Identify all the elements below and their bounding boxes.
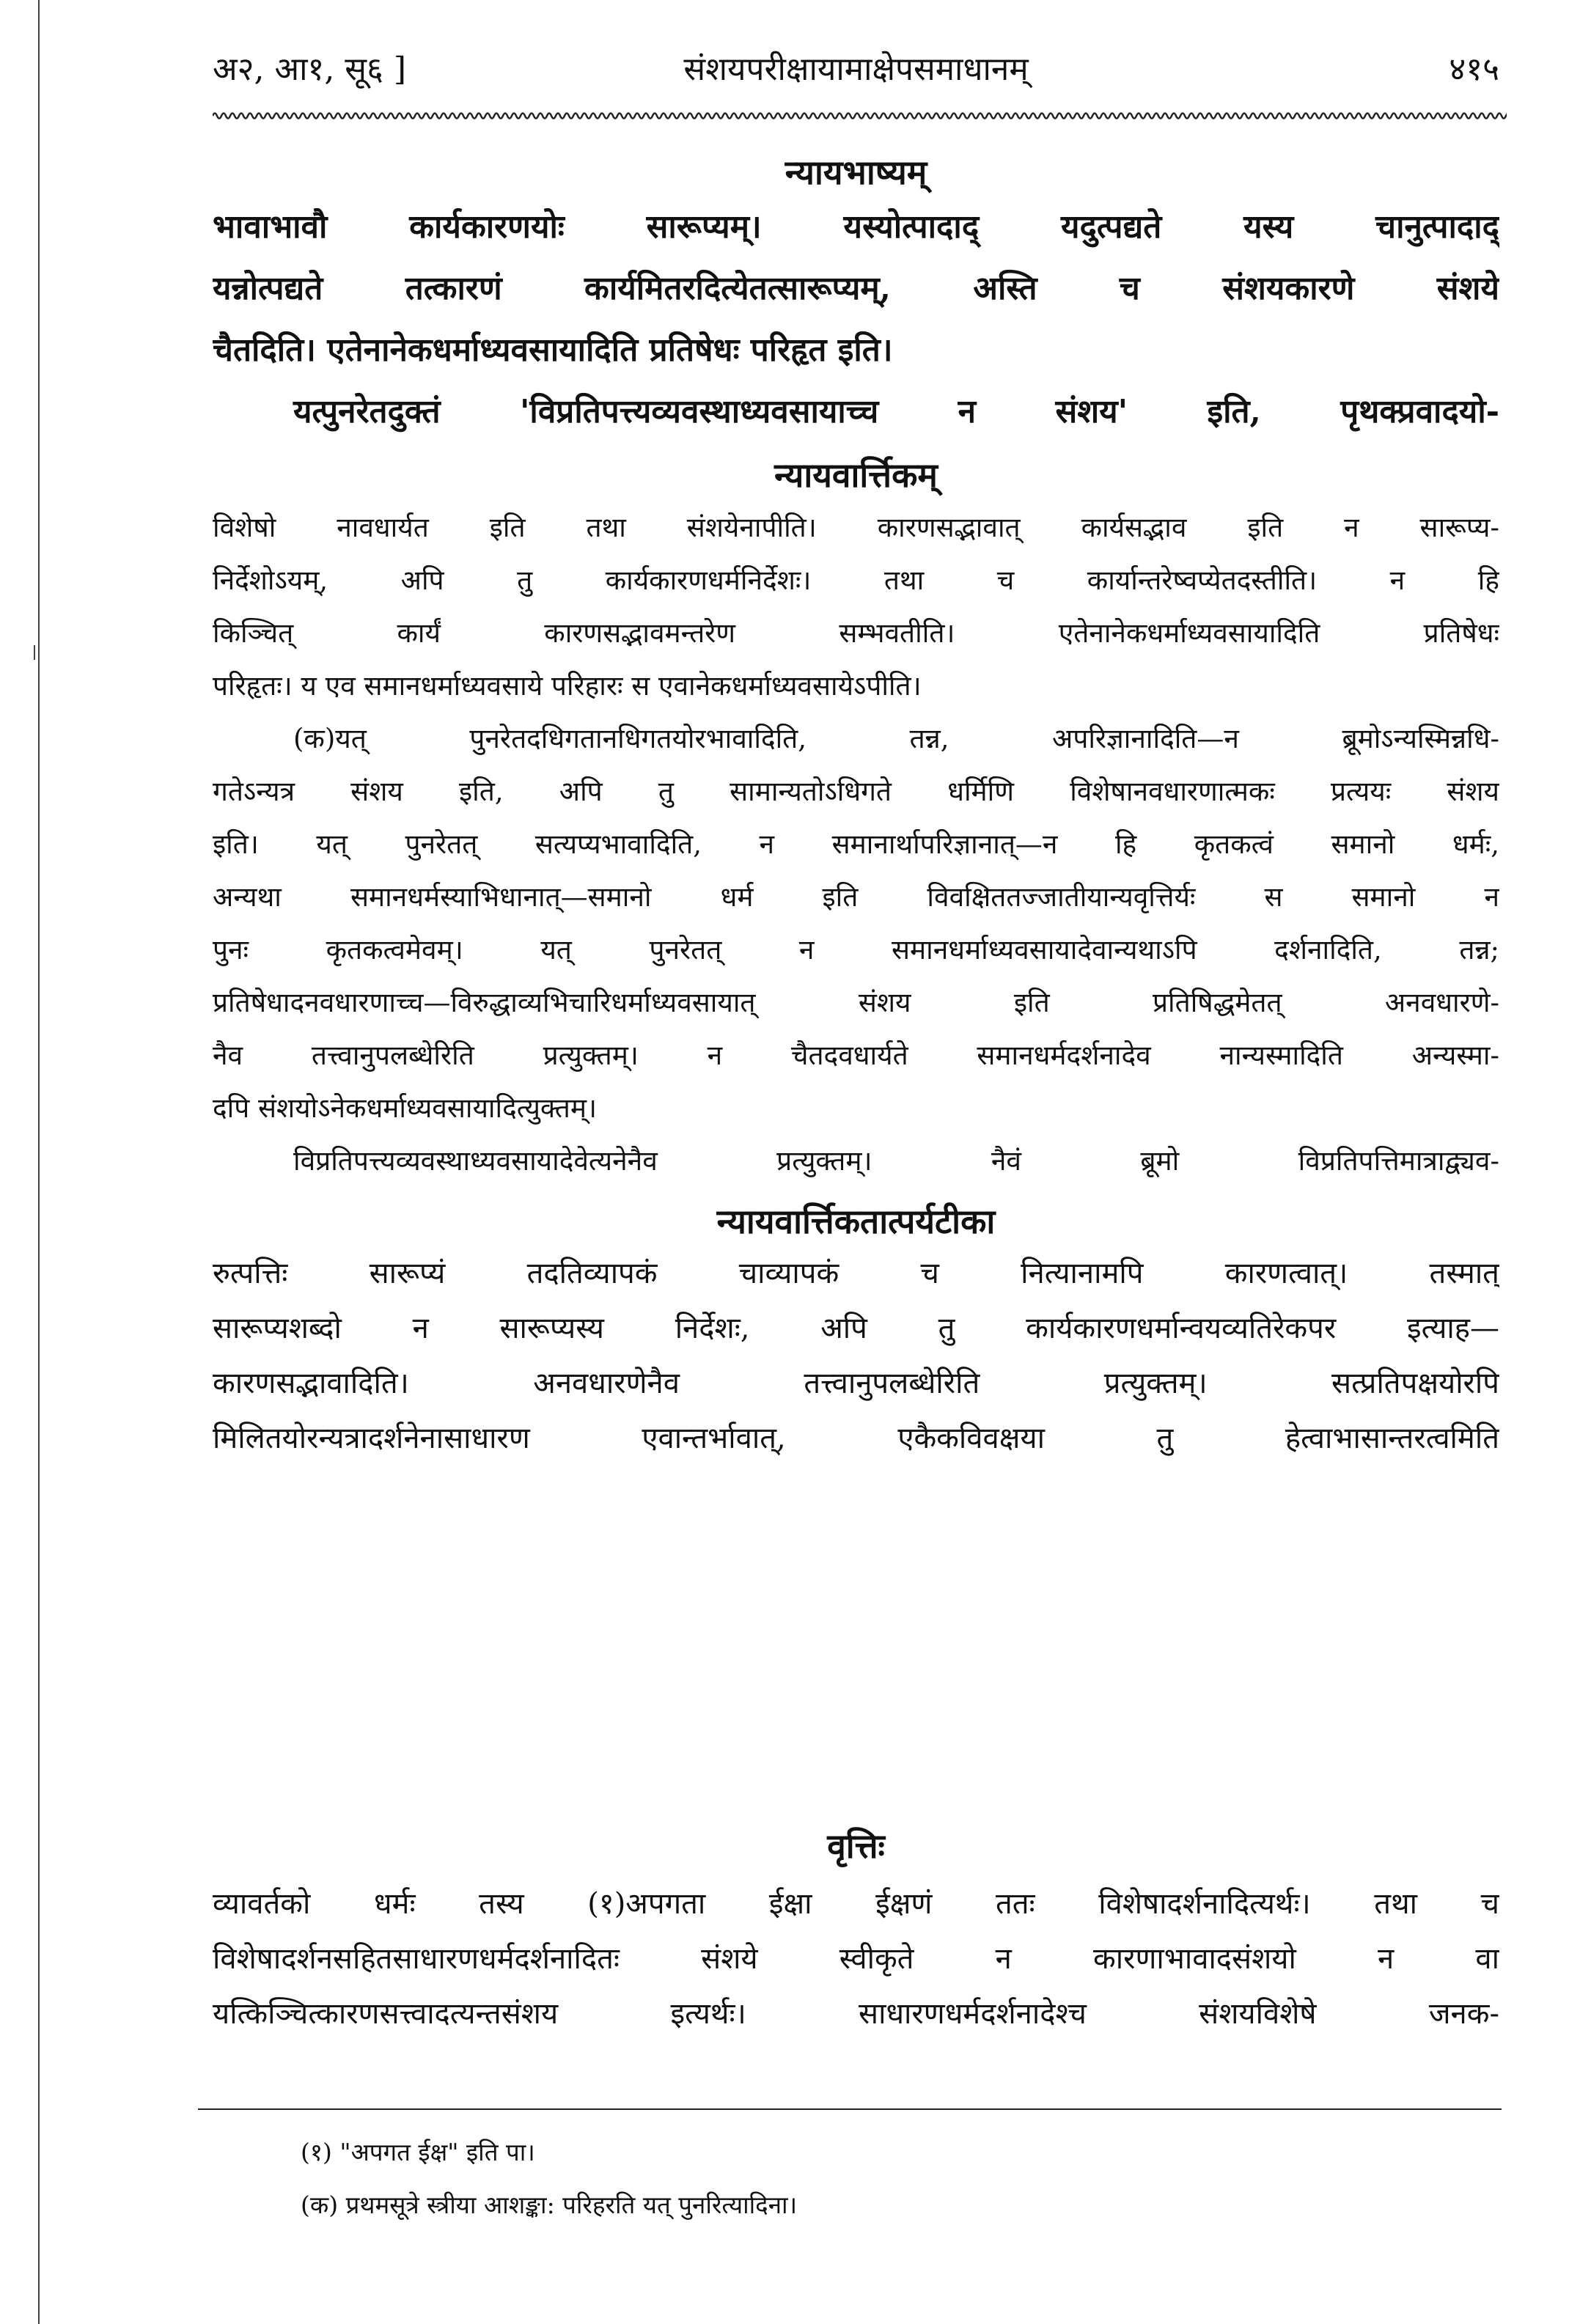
vartika-text bbox=[213, 501, 1499, 1188]
text-line: मिलितयोरन्यत्रादर्शनेनासाधारण एवान्तर्भावात्, एकैकविवक्षया तु हेत्वाभासान्तरत्वमिति bbox=[213, 1422, 1499, 1455]
text-line: किञ्चित् कार्यं कारणसद्भावमन्तरेण सम्भवतीति। एतेनानेकधर्माध्यवसायादिति प्रतिषेधः bbox=[213, 617, 1499, 649]
page-number: ४१५ bbox=[1449, 51, 1499, 88]
text-line: यन्नोत्पद्यते तत्कारणं कार्यमितरदित्येतत्सारूप्यम्, अस्ति च संशयकारणे संशये bbox=[213, 270, 1499, 307]
text-line: गतेऽन्यत्र संशय इति, अपि तु सामान्यतोऽधिगते धर्मिणि विशेषानवधारणात्मकः प्रत्ययः संशय bbox=[213, 776, 1499, 807]
text-line: दपि संशयोऽनेकधर्माध्यवसायादित्युक्तम्। bbox=[213, 1092, 597, 1124]
text-line: विशेषो नावधार्यत इति तथा संशयेनापीति। कारणसद्भावात् कार्यसद्भाव इति न सारूप्य- bbox=[213, 512, 1499, 543]
heading-tatparya-tika: न्यायवार्त्तिकतात्पर्यटीका bbox=[716, 1202, 996, 1241]
header-reference: अ२, आ१, सू६ ] bbox=[213, 51, 407, 88]
text-line: रुत्पत्तिः सारूप्यं तदतिव्यापकं चाव्यापकं च नित्यानामपि कारणत्वात्। तस्मात् bbox=[213, 1257, 1499, 1290]
text-line: निर्देशोऽयम्, अपि तु कार्यकारणधर्मनिर्देशः। तथा च कार्यान्तरेष्वप्येतदस्तीति। न हि bbox=[213, 565, 1499, 596]
heading-nyaya-bhashya: न्यायभाष्यम् bbox=[785, 152, 927, 192]
footnotes bbox=[301, 2126, 1474, 2232]
vritti-text bbox=[213, 1877, 1499, 2042]
binding-margin-mark bbox=[34, 645, 44, 660]
heading-vritti: वृत्तिः bbox=[827, 1826, 885, 1866]
text-line: सारूप्यशब्दो न सारूप्यस्य निर्देशः, अपि तु कार्यकारणधर्मान्वयव्यतिरेकपर इत्याह— bbox=[213, 1312, 1499, 1345]
text-line: विशेषादर्शनसहितसाधारणधर्मदर्शनादितः संशये स्वीकृते न कारणाभावादसंशयो न वा bbox=[213, 1942, 1499, 1976]
footnote: (क) प्रथमसूत्रे स्त्रीया आशङ्का: परिहरति यत् पुनरित्यादिना। bbox=[301, 2191, 798, 2219]
header-wavy-rule bbox=[213, 109, 1507, 123]
text-line: अन्यथा समानधर्मस्याभिधानात्—समानो धर्म इति विवक्षिततज्जातीयान्यवृत्तिर्यः स समानो न bbox=[213, 881, 1499, 913]
binding-margin-line bbox=[38, 0, 40, 2324]
text-line: भावाभावौ कार्यकारणयोः सारूप्यम्। यस्योत्पादाद् यदुत्पद्यते यस्य चानुत्पादाद् bbox=[213, 208, 1499, 246]
text-line: परिहृतः। य एव समानधर्माध्यवसाये परिहारः स एवानेकधर्माध्यवसायेऽपीति। bbox=[213, 670, 922, 702]
text-line: यत्किञ्चित्कारणसत्त्वादत्यन्तसंशय इत्यर्थः। साधारणधर्मदर्शनादेश्च संशयविशेषे जनक- bbox=[213, 1997, 1499, 2031]
text-line: नैव तत्त्वानुपलब्धेरिति प्रत्युक्तम्। न चैतदवधार्यते समानधर्मदर्शनादेव नान्यस्मादिति अन्यस्मा- bbox=[213, 1040, 1499, 1071]
text-line: कारणसद्भावादिति। अनवधारणेनैव तत्त्वानुपलब्धेरिति प्रत्युक्तम्। सत्प्रतिपक्षयोरपि bbox=[213, 1367, 1499, 1400]
text-line: प्रतिषेधादनवधारणाच्च—विरुद्धाव्यभिचारिधर्माध्यवसायात् संशय इति प्रतिषिद्धमेतत् अनवधारणे- bbox=[213, 987, 1499, 1018]
text-line: चैतदिति। एतेनानेकधर्माध्यवसायादिति प्रतिषेधः परिहृत इति। bbox=[213, 331, 893, 369]
footnote-rule bbox=[198, 2108, 1502, 2110]
text-line: व्यावर्तको धर्मः तस्य (१)अपगता ईक्षा ईक्षणं ततः विशेषादर्शनादित्यर्थः। तथा च bbox=[213, 1887, 1499, 1921]
text-line: विप्रतिपत्त्यव्यवस्थाध्यवसायादेवेत्यनेनैव प्रत्युक्तम्। नैवं ब्रूमो विप्रतिपत्तिमात्राद्व्यव- bbox=[293, 1145, 1499, 1177]
text-line: इति। यत् पुनरेतत् सत्यप्यभावादिति, न समानार्थापरिज्ञानात्—न हि कृतकत्वं समानो धर्मः, bbox=[213, 828, 1499, 860]
footnote: (१) "अपगत ईक्ष" इति पा। bbox=[301, 2138, 535, 2166]
tika-text bbox=[213, 1246, 1499, 1466]
bhashya-text bbox=[213, 196, 1499, 443]
running-header bbox=[213, 44, 1499, 95]
header-title: संशयपरीक्षायामाक्षेपसमाधानम् bbox=[683, 51, 1029, 88]
text-line: यत्पुनरेतदुक्तं 'विप्रतिपत्त्यव्यवस्थाध्यवसायाच्च न संशय' इति, पृथक्प्रवादयो- bbox=[293, 393, 1499, 430]
text-line: पुनः कृतकत्वमेवम्। यत् पुनरेतत् न समानधर्माध्यवसायादेवान्यथाऽपि दर्शनादिति, तन्न; bbox=[213, 934, 1499, 966]
text-line: (क)यत् पुनरेतदधिगतानधिगतयोरभावादिति, तन्न, अपरिज्ञानादिति—न ब्रूमोऽन्यस्मिन्नधि- bbox=[293, 723, 1499, 754]
heading-nyaya-vartika: न्यायवार्त्तिकम् bbox=[774, 455, 938, 495]
